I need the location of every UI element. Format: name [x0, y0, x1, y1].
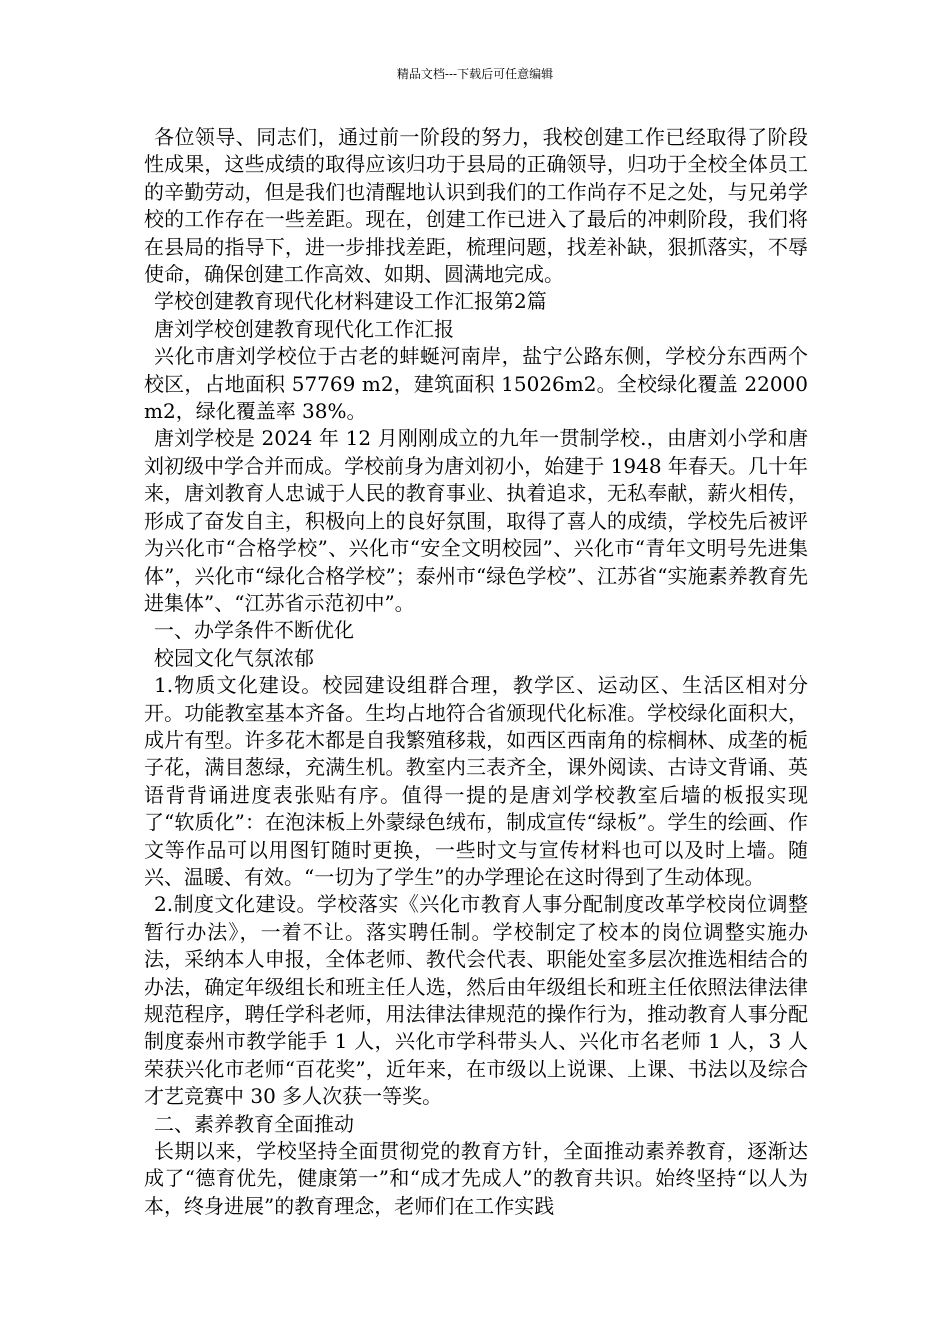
subsection-heading-culture: 校园文化气氛浓郁	[154, 645, 314, 670]
paragraph-institutional-culture: 2.制度文化建设。学校落实《兴化市教育人事分配制度改革学校岗位调整暂行办法》，一着不让。落实聘任制。学校制定了校本的岗位调整实施办法，采纳本人申报，全体老师、教代会代表、职能处室多层次推选相结合的办法，确定年级组长和班主任人选，然后由年级组长和班主任依照法律法律规范程序，聘任学科老师，用法律法律规范的操作行为，推动教育人事分配制度泰州市教学能手 1 人，兴化市学科带头人、兴化市名老师 1 人，3 人荣获兴化市老师“百花奖”，近年来，在市级以上说课、上课、书法以及综合才艺竞赛中 30 多人次获一等奖。	[144, 892, 808, 1109]
paragraph-material-culture: 1.物质文化建设。校园建设组群合理，教学区、运动区、生活区相对分开。功能教室基本齐备。生均占地符合省颁现代化标准。学校绿化面积大，成片有型。许多花木都是自我繁殖移栽，如西区西南角的棕榈林、成垄的栀子花，满目葱绿，充满生机。教室内三表齐全，课外阅读、古诗文背诵、英语背背诵进度表张贴有序。值得一提的是唐刘学校教室后墙的板报实现了“软质化”：在泡沫板上外蒙绿色绒布，制成宣传“绿板”。学生的绘画、作文等作品可以用图钉随时更换，一些时文与宣传材料也可以及时上墙。随兴、温暖、有效。“一切为了学生”的办学理论在这时得到了生动体现。	[144, 673, 808, 889]
paragraph-school-location: 兴化市唐刘学校位于古老的蚌蜒河南岸，盐宁公路东侧，学校分东西两个校区，占地面积 57769 m2，建筑面积 15026m2。全校绿化覆盖 22000m2，绿化覆盖率 38%。	[144, 344, 808, 424]
section-heading-conditions: 一、办学条件不断优化	[154, 618, 354, 643]
paragraph-school-history: 唐刘学校是 2024 年 12 月刚刚成立的九年一贯制学校.，由唐刘小学和唐刘初级中学合并而成。学校前身为唐刘初小，始建于 1948 年春天。几十年来，唐刘教育人忠诚于人民的教育事业、执着追求，无私奉献，薪火相传，形成了奋发自主，积极向上的良好氛围，取得了喜人的成绩，学校先后被评为兴化市“合格学校”、兴化市“安全文明校园”、兴化市“青年文明号先进集体”，兴化市“绿化合格学校”；泰州市“绿色学校”、江苏省“实施素养教育先进集体”、“江苏省示范初中”。	[144, 426, 808, 615]
paragraph-closing-remarks: 各位领导、同志们，通过前一阶段的努力，我校创建工作已经取得了阶段性成果，这些成绩的取得应该归功于县局的正确领导，归功于全校全体员工的辛勤劳动，但是我们也清醒地认识到我们的工作尚存不足之处，与兄弟学校的工作存在一些差距。现在，创建工作已进入了最后的冲刺阶段，我们将在县局的指导下，进一步排找差距，梳理问题，找差补缺，狠抓落实，不辱使命，确保创建工作高效、如期、圆满地完成。	[144, 125, 808, 287]
section-heading-quality-education: 二、素养教育全面推动	[154, 1111, 354, 1136]
report-title: 唐刘学校创建教育现代化工作汇报	[154, 316, 454, 341]
page-header: 精品文档---下载后可任意编辑	[396, 67, 554, 81]
paragraph-education-philosophy: 长期以来，学校坚持全面贯彻党的教育方针，全面推动素养教育，逐渐达成了“德育优先，健康第一”和“成才先成人”的教育共识。始终坚持“以人为本，终身进展”的教育理念，老师们在工作实践	[144, 1139, 808, 1218]
document-body	[144, 124, 808, 1220]
article-title: 学校创建教育现代化材料建设工作汇报第2篇	[154, 289, 547, 314]
